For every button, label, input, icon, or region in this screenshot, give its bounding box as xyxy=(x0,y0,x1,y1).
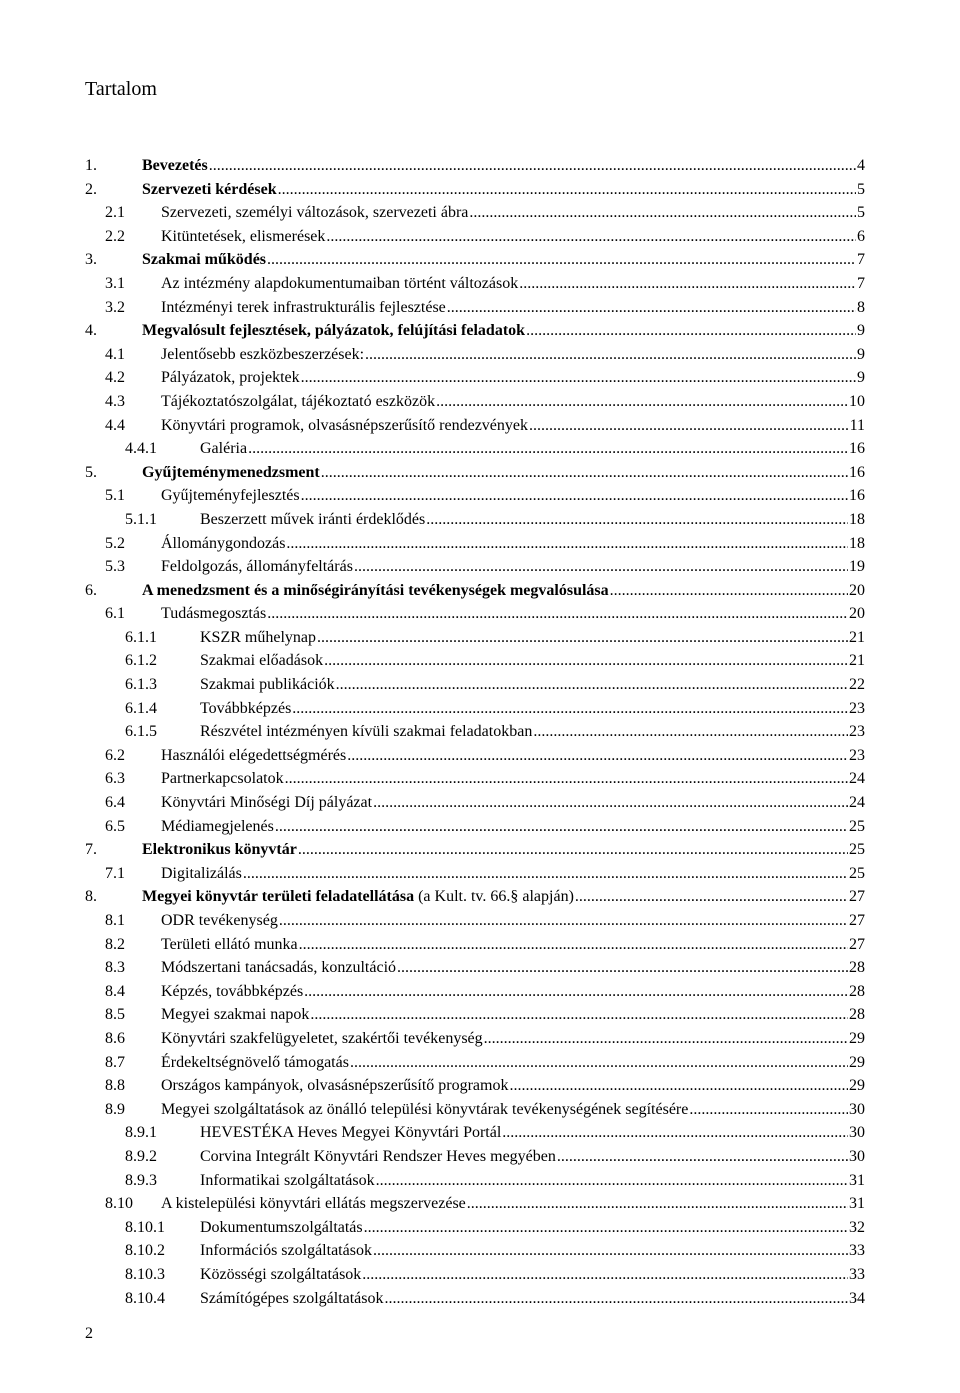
toc-entry-page: 22 xyxy=(849,676,865,694)
table-of-contents xyxy=(85,154,865,1310)
toc-entry[interactable] xyxy=(85,390,865,414)
toc-entry-page: 10 xyxy=(849,392,865,410)
toc-entry-title: Elektronikus könyvtár xyxy=(142,841,297,859)
toc-dot-leader xyxy=(301,484,848,508)
toc-entry-number: 8.9.3 xyxy=(125,1171,157,1189)
toc-entry-number: 6.1 xyxy=(105,605,125,623)
toc-entry[interactable] xyxy=(85,933,865,957)
toc-entry-number: 8.9 xyxy=(105,1100,125,1118)
toc-entry[interactable] xyxy=(85,1169,865,1193)
toc-entry-page: 18 xyxy=(849,510,865,528)
toc-entry-title: Informatikai szolgáltatások xyxy=(200,1171,375,1189)
toc-dot-leader xyxy=(267,248,856,272)
toc-entry[interactable] xyxy=(85,602,865,626)
toc-entry-title-suffix: (a Kult. tv. 66.§ alapján) xyxy=(414,888,574,906)
toc-dot-leader xyxy=(426,508,848,532)
toc-entry-page: 25 xyxy=(849,817,865,835)
toc-dot-leader xyxy=(317,626,848,650)
toc-entry-number: 8.4 xyxy=(105,982,125,1000)
toc-entry-page: 28 xyxy=(849,982,865,1000)
toc-entry-title: Beszerzett művek iránti érdeklődés xyxy=(200,510,426,528)
toc-entry-number: 7. xyxy=(85,841,97,859)
toc-entry-title: Bevezetés xyxy=(142,157,208,174)
toc-entry-page: 21 xyxy=(849,652,865,670)
toc-entry-page: 32 xyxy=(849,1218,865,1236)
toc-entry-number: 2.2 xyxy=(105,227,125,245)
toc-entry-title: Tájékoztatószolgálat, tájékoztató eszközök xyxy=(161,392,436,410)
toc-dot-leader xyxy=(385,1287,848,1311)
toc-entry-number: 3.2 xyxy=(105,298,125,316)
toc-entry-page: 7 xyxy=(857,251,865,269)
toc-entry-number: 5.2 xyxy=(105,534,125,552)
toc-entry-title: Digitalizálás xyxy=(161,864,242,882)
toc-entry-page: 23 xyxy=(849,746,865,764)
toc-entry[interactable] xyxy=(85,484,865,508)
toc-entry-page: 9 xyxy=(857,322,865,340)
toc-entry-page: 31 xyxy=(849,1195,865,1213)
toc-entry[interactable] xyxy=(85,956,865,980)
toc-entry-page: 8 xyxy=(857,298,865,316)
toc-entry-number: 8.10.4 xyxy=(125,1289,165,1307)
toc-entry-title: Pályázatok, projektek xyxy=(161,369,300,387)
toc-entry-page: 29 xyxy=(849,1053,865,1071)
toc-entry[interactable] xyxy=(85,225,865,249)
toc-entry-title: A menedzsment és a minőségirányítási tevékenységek megvalósulása xyxy=(142,581,609,599)
toc-entry-title: Gyűjteményfejlesztés xyxy=(161,487,300,505)
toc-entry[interactable] xyxy=(85,862,865,886)
toc-entry[interactable] xyxy=(85,1145,865,1169)
toc-entry-title: Állománygondozás xyxy=(161,534,286,552)
toc-entry-number: 8. xyxy=(85,888,97,906)
toc-dot-leader xyxy=(447,296,856,320)
toc-dot-leader xyxy=(301,366,856,390)
toc-entry-page: 25 xyxy=(849,864,865,882)
toc-entry-title: Közösségi szolgáltatások xyxy=(200,1265,362,1283)
toc-entry-number: 8.10.2 xyxy=(125,1242,165,1260)
toc-entry-page: 16 xyxy=(849,463,865,481)
toc-entry-number: 8.9.1 xyxy=(125,1124,157,1142)
toc-dot-leader xyxy=(299,933,848,957)
toc-entry[interactable] xyxy=(85,461,865,485)
toc-entry-title: Könyvtári Minőségi Díj pályázat xyxy=(161,794,373,812)
toc-entry-title: Módszertani tanácsadás, konzultáció xyxy=(161,959,397,977)
toc-entry-title: Megyei szolgáltatások az önálló települési könyvtárak tevékenységének segítésére xyxy=(161,1100,689,1118)
toc-entry[interactable] xyxy=(85,272,865,296)
toc-entry-number: 6.5 xyxy=(105,817,125,835)
toc-entry[interactable] xyxy=(85,767,865,791)
toc-entry-number: 8.9.2 xyxy=(125,1147,157,1165)
toc-entry-number: 5. xyxy=(85,463,97,481)
toc-entry[interactable] xyxy=(85,154,865,178)
toc-entry-page: 16 xyxy=(849,487,865,505)
toc-dot-leader xyxy=(469,201,856,225)
toc-entry[interactable] xyxy=(85,649,865,673)
toc-entry-page: 7 xyxy=(857,274,865,292)
toc-entry-title: Érdekeltségnövelő támogatás xyxy=(161,1053,349,1071)
toc-dot-leader xyxy=(502,1121,848,1145)
toc-dot-leader xyxy=(373,791,848,815)
toc-entry-title: Szervezeti, személyi változások, szervezeti ábra xyxy=(161,204,469,222)
toc-entry-title: Továbbképzés xyxy=(200,699,292,717)
toc-entry-page: 24 xyxy=(849,770,865,788)
toc-entry-number: 6. xyxy=(85,581,97,599)
toc-dot-leader xyxy=(575,885,848,909)
toc-entry-title: Szakmai működés xyxy=(142,251,267,269)
toc-entry[interactable] xyxy=(85,579,865,603)
toc-entry[interactable] xyxy=(85,697,865,721)
toc-dot-leader xyxy=(467,1192,848,1216)
toc-entry-page: 5 xyxy=(857,180,865,198)
toc-entry[interactable] xyxy=(85,1074,865,1098)
toc-entry-number: 6.1.2 xyxy=(125,652,157,670)
toc-entry-page: 11 xyxy=(849,416,865,434)
toc-dot-leader xyxy=(336,673,848,697)
toc-dot-leader xyxy=(362,1263,848,1287)
toc-entry-title: Tudásmegosztás xyxy=(161,605,267,623)
toc-entry[interactable] xyxy=(85,248,865,272)
toc-entry-number: 6.1.5 xyxy=(125,723,157,741)
toc-dot-leader xyxy=(243,862,848,886)
toc-dot-leader xyxy=(354,555,848,579)
toc-entry[interactable] xyxy=(85,744,865,768)
toc-dot-leader xyxy=(209,154,856,178)
toc-entry-page: 29 xyxy=(849,1077,865,1095)
toc-entry-number: 1. xyxy=(85,157,97,174)
toc-entry-number: 3. xyxy=(85,251,97,269)
toc-dot-leader xyxy=(275,815,848,839)
toc-entry-title: Galéria xyxy=(200,440,248,458)
toc-entry-page: 28 xyxy=(849,1006,865,1024)
toc-entry-title: Szervezeti kérdések xyxy=(142,180,277,198)
toc-dot-leader xyxy=(610,579,848,603)
toc-entry-title: Területi ellátó munka xyxy=(161,935,298,953)
toc-entry[interactable] xyxy=(85,319,865,343)
toc-dot-leader xyxy=(529,414,849,438)
toc-entry[interactable] xyxy=(85,178,865,202)
toc-entry-number: 4.2 xyxy=(105,369,125,387)
toc-entry-number: 8.7 xyxy=(105,1053,125,1071)
toc-entry-number: 6.1.1 xyxy=(125,628,157,646)
toc-entry-number: 6.4 xyxy=(105,794,125,812)
toc-entry-title: Könyvtári szakfelügyeletet, szakértői tevékenység xyxy=(161,1029,483,1047)
toc-entry-title: Intézményi terek infrastrukturális fejlesztése xyxy=(161,298,446,316)
toc-entry-number: 8.5 xyxy=(105,1006,125,1024)
toc-entry-title: Képzés, továbbképzés xyxy=(161,982,304,1000)
toc-entry-number: 5.3 xyxy=(105,558,125,576)
toc-entry-number: 4.4 xyxy=(105,416,125,434)
toc-entry-title: Használói elégedettségmérés xyxy=(161,746,347,764)
toc-entry[interactable] xyxy=(85,1121,865,1145)
toc-entry-title: A kistelepülési könyvtári ellátás megszervezése xyxy=(161,1195,466,1213)
toc-dot-leader xyxy=(526,319,856,343)
toc-entry-page: 16 xyxy=(849,440,865,458)
toc-entry-page: 30 xyxy=(849,1124,865,1142)
toc-entry-number: 2. xyxy=(85,180,97,198)
toc-entry-title: Jelentősebb eszközbeszerzések: xyxy=(161,345,365,363)
toc-entry-number: 6.1.4 xyxy=(125,699,157,717)
toc-entry-page: 4 xyxy=(857,157,865,174)
toc-entry-title: Kitüntetések, elismerések xyxy=(161,227,326,245)
toc-dot-leader xyxy=(365,343,856,367)
toc-entry-number: 3.1 xyxy=(105,274,125,292)
toc-entry-page: 19 xyxy=(849,558,865,576)
toc-entry[interactable] xyxy=(85,343,865,367)
toc-entry-title: Gyűjteménymenedzsment xyxy=(142,463,320,481)
toc-entry-page: 6 xyxy=(857,227,865,245)
toc-entry-page: 23 xyxy=(849,723,865,741)
toc-entry[interactable] xyxy=(85,791,865,815)
toc-entry[interactable] xyxy=(85,1287,865,1311)
toc-dot-leader xyxy=(279,909,848,933)
toc-entry-number: 7.1 xyxy=(105,864,125,882)
toc-dot-leader xyxy=(304,980,848,1004)
toc-entry-title: Corvina Integrált Könyvtári Rendszer Heves megyében xyxy=(200,1147,556,1165)
toc-dot-leader xyxy=(298,838,848,862)
toc-entry-number: 8.1 xyxy=(105,912,125,929)
toc-dot-leader xyxy=(310,1003,848,1027)
toc-entry[interactable] xyxy=(85,1239,865,1263)
toc-entry-number: 8.10 xyxy=(105,1195,133,1213)
page-title: Tartalom xyxy=(85,78,157,100)
toc-entry-page: 9 xyxy=(857,345,865,363)
toc-entry[interactable] xyxy=(85,626,865,650)
toc-dot-leader xyxy=(292,697,848,721)
toc-entry-page: 5 xyxy=(857,204,865,222)
toc-entry[interactable] xyxy=(85,1263,865,1287)
toc-entry-title: Információs szolgáltatások xyxy=(200,1242,372,1260)
toc-entry[interactable] xyxy=(85,980,865,1004)
toc-entry-title: Feldolgozás, állományfeltárás xyxy=(161,558,353,576)
toc-entry[interactable] xyxy=(85,414,865,438)
toc-entry-title: Az intézmény alapdokumentumaiban történt változások xyxy=(161,274,519,292)
toc-entry[interactable] xyxy=(85,1216,865,1240)
toc-entry[interactable] xyxy=(85,508,865,532)
toc-dot-leader xyxy=(248,437,848,461)
toc-entry-page: 23 xyxy=(849,699,865,717)
toc-entry-number: 5.1.1 xyxy=(125,510,157,528)
toc-entry-page: 9 xyxy=(857,369,865,387)
toc-entry-title: KSZR műhelynap xyxy=(200,628,316,646)
toc-dot-leader xyxy=(324,649,848,673)
toc-entry-title: HEVESTÉKA Heves Megyei Könyvtári Portál xyxy=(200,1124,502,1142)
toc-entry[interactable] xyxy=(85,1051,865,1075)
toc-dot-leader xyxy=(364,1216,848,1240)
toc-entry[interactable] xyxy=(85,201,865,225)
toc-entry[interactable] xyxy=(85,532,865,556)
toc-entry[interactable] xyxy=(85,838,865,862)
toc-dot-leader xyxy=(350,1051,848,1075)
toc-entry-page: 25 xyxy=(849,841,865,859)
toc-entry-title: Partnerkapcsolatok xyxy=(161,770,284,788)
toc-dot-leader xyxy=(278,178,856,202)
toc-dot-leader xyxy=(347,744,848,768)
toc-dot-leader xyxy=(689,1098,848,1122)
toc-entry-number: 8.8 xyxy=(105,1077,125,1095)
toc-entry[interactable] xyxy=(85,555,865,579)
toc-entry-page: 21 xyxy=(849,628,865,646)
toc-entry-title: Részvétel intézményen kívüli szakmai feladatokban xyxy=(200,723,533,741)
toc-entry-number: 6.3 xyxy=(105,770,125,788)
toc-entry-title: Megyei szakmai napok xyxy=(161,1006,310,1024)
toc-dot-leader xyxy=(509,1074,848,1098)
toc-entry[interactable] xyxy=(85,1098,865,1122)
toc-entry-title: Szakmai publikációk xyxy=(200,676,335,694)
toc-entry-number: 6.2 xyxy=(105,746,125,764)
toc-entry-number: 4.4.1 xyxy=(125,440,157,458)
toc-entry-number: 6.1.3 xyxy=(125,676,157,694)
toc-entry[interactable] xyxy=(85,1003,865,1027)
toc-entry[interactable] xyxy=(85,437,865,461)
toc-entry[interactable] xyxy=(85,885,865,909)
toc-entry-number: 4.1 xyxy=(105,345,125,363)
toc-dot-leader xyxy=(326,225,856,249)
toc-entry-page: 30 xyxy=(849,1100,865,1118)
toc-entry-page: 27 xyxy=(849,912,865,929)
toc-entry-page: 33 xyxy=(849,1242,865,1260)
toc-entry-title: ODR tevékenység xyxy=(161,912,278,929)
toc-entry[interactable] xyxy=(85,1027,865,1051)
toc-entry-number: 2.1 xyxy=(105,204,125,222)
toc-entry-title: Szakmai előadások xyxy=(200,652,324,670)
toc-entry-page: 30 xyxy=(849,1147,865,1165)
toc-entry-number: 8.10.3 xyxy=(125,1265,165,1283)
toc-dot-leader xyxy=(373,1239,848,1263)
toc-entry-title: Megvalósult fejlesztések, pályázatok, felújítási feladatok xyxy=(142,322,526,340)
toc-entry-title: Médiamegjelenés xyxy=(161,817,274,835)
toc-dot-leader xyxy=(321,461,848,485)
toc-entry-page: 31 xyxy=(849,1171,865,1189)
toc-entry-number: 8.3 xyxy=(105,959,125,977)
toc-dot-leader xyxy=(533,720,848,744)
toc-entry-number: 8.2 xyxy=(105,935,125,953)
toc-dot-leader xyxy=(376,1169,848,1193)
toc-entry-page: 27 xyxy=(849,935,865,953)
toc-dot-leader xyxy=(436,390,848,414)
toc-entry-page: 29 xyxy=(849,1029,865,1047)
toc-entry-title: Országos kampányok, olvasásnépszerűsítő programok xyxy=(161,1077,509,1095)
toc-entry-title: Megyei könyvtár területi feladatellátása xyxy=(142,888,415,906)
toc-entry[interactable] xyxy=(85,815,865,839)
toc-dot-leader xyxy=(557,1145,848,1169)
toc-entry-number: 4. xyxy=(85,322,97,340)
toc-entry[interactable] xyxy=(85,909,865,933)
toc-entry[interactable] xyxy=(85,296,865,320)
toc-entry-title: Számítógépes szolgáltatások xyxy=(200,1289,384,1307)
toc-entry-page: 20 xyxy=(849,605,865,623)
toc-entry-page: 27 xyxy=(849,888,865,906)
page-number: 2 xyxy=(85,1325,93,1342)
toc-entry[interactable] xyxy=(85,720,865,744)
toc-entry[interactable] xyxy=(85,366,865,390)
toc-dot-leader xyxy=(285,767,848,791)
toc-entry-title: Könyvtári programok, olvasásnépszerűsítő rendezvények xyxy=(161,416,528,434)
toc-entry-number: 4.3 xyxy=(105,392,125,410)
toc-entry-page: 33 xyxy=(849,1265,865,1283)
toc-entry-number: 8.6 xyxy=(105,1029,125,1047)
toc-dot-leader xyxy=(484,1027,848,1051)
toc-dot-leader xyxy=(286,532,848,556)
toc-entry[interactable] xyxy=(85,1192,865,1216)
toc-entry-number: 8.10.1 xyxy=(125,1218,165,1236)
toc-dot-leader xyxy=(519,272,856,296)
toc-entry-number: 5.1 xyxy=(105,487,125,505)
toc-entry-page: 34 xyxy=(849,1289,865,1307)
toc-entry-page: 18 xyxy=(849,534,865,552)
toc-dot-leader xyxy=(267,602,848,626)
toc-entry[interactable] xyxy=(85,673,865,697)
toc-entry-page: 24 xyxy=(849,794,865,812)
toc-entry-title: Dokumentumszolgáltatás xyxy=(200,1218,363,1236)
toc-entry-page: 28 xyxy=(849,959,865,977)
toc-entry-page: 20 xyxy=(849,581,865,599)
toc-dot-leader xyxy=(397,956,848,980)
